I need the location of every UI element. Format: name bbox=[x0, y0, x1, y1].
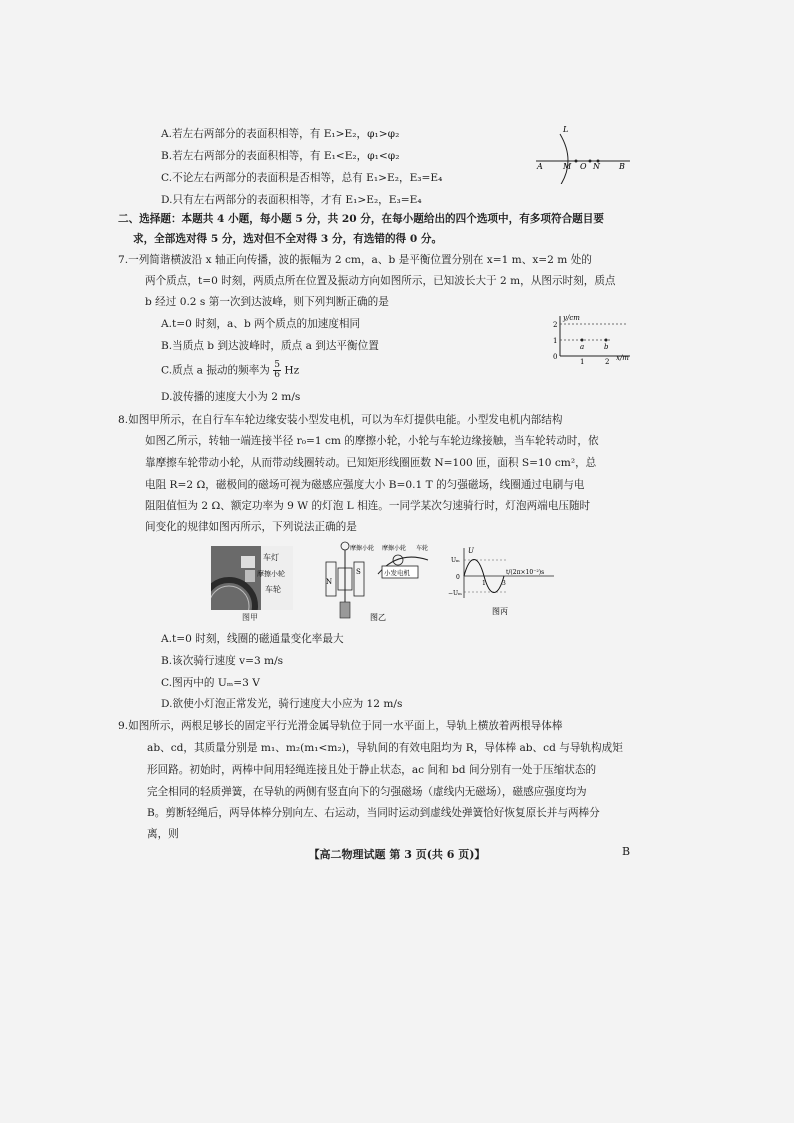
fig-a-label-roller: 摩擦小轮 bbox=[257, 570, 285, 578]
q7-option-c-fraction bbox=[273, 361, 281, 380]
fig-b-s-pole: S bbox=[356, 568, 361, 576]
q7-y-tick-0: 0 bbox=[553, 353, 558, 361]
q6-figure bbox=[530, 122, 640, 184]
fig-b-label-1: 摩擦小轮 bbox=[350, 545, 375, 552]
fig6-label-b: B bbox=[619, 162, 625, 171]
q8-stem-6: 间变化的规律如图丙所示，下列说法正确的是 bbox=[145, 521, 357, 533]
page-footer: 【高二物理试题 第 3 页(共 6 页)】 bbox=[308, 848, 486, 861]
fig6-label-m: M bbox=[563, 162, 572, 171]
q7-stem-3: b 经过 0.2 s 第一次到达波峰，则下列判断正确的是 bbox=[145, 296, 389, 308]
q9-stem-3: 形回路。初始时，两棒中间用轻绳连接且处于静止状态，ac 间和 bd 间分别有一处于压缩状态的 bbox=[147, 764, 597, 776]
q8-option-a: A.t=0 时刻，线圈的磁通量变化率最大 bbox=[161, 633, 344, 645]
fig-c-t1: 1 bbox=[482, 580, 486, 587]
fig-b-generator-label: 小发电机 bbox=[384, 569, 410, 577]
fig-b-caption: 图乙 bbox=[370, 613, 386, 622]
q7-y-label: y/cm bbox=[563, 314, 580, 322]
fig-c-zero: 0 bbox=[456, 574, 460, 581]
q8-stem-3: 靠摩擦车轮带动小轮，从而带动线圈转动。已知矩形线圈匝数 N=100 匝，面积 S=10 cm²，总 bbox=[145, 457, 597, 469]
fig6-label-a: A bbox=[537, 162, 543, 171]
q7-option-b: B.当质点 b 到达波峰时，质点 a 到达平衡位置 bbox=[161, 340, 379, 352]
q7-x-label: x/m bbox=[616, 354, 629, 362]
q7-fraction-den: 6 bbox=[274, 370, 281, 380]
q8-stem-1: 8.如图甲所示，在自行车车轮边缘安装小型发电机，可以为车灯提供电能。小型发电机内部结构 bbox=[118, 414, 563, 426]
q7-stem-1: 7.一列简谐横波沿 x 轴正向传播，波的振幅为 2 cm，a、b 是平衡位置分别在 x=1 m、x=2 m 处的 bbox=[118, 254, 592, 266]
q8-stem-2: 如图乙所示，转轴一端连接半径 r₀=1 cm 的摩擦小轮，小轮与车轮边缘接触，当车轮转动时，依 bbox=[145, 435, 599, 447]
bicycle-photo bbox=[211, 546, 293, 610]
fig-a-label-wheel: 车轮 bbox=[265, 585, 281, 594]
q8-option-d: D.欲使小灯泡正常发光，骑行速度大小应为 12 m/s bbox=[161, 698, 403, 710]
q7-point-a: a bbox=[580, 343, 585, 351]
q6-option-b: B.若左右两部分的表面积相等，有 E₁<E₂，φ₁<φ₂ bbox=[161, 150, 400, 162]
generator-diagram bbox=[318, 540, 438, 622]
q7-point-b: b bbox=[604, 343, 609, 351]
fig6-label-n: N bbox=[593, 162, 600, 171]
fig-a-caption: 图甲 bbox=[242, 613, 258, 622]
q8-option-b: B.该次骑行速度 v=3 m/s bbox=[161, 655, 284, 667]
q7-x-tick-1: 1 bbox=[580, 358, 585, 364]
q7-x-tick-2: 2 bbox=[605, 358, 610, 364]
q7-option-c bbox=[161, 361, 299, 380]
q6-option-d: D.只有左右两部分的表面积相等，才有 E₁>E₂，E₃=E₄ bbox=[161, 194, 422, 206]
fig-c-u-label: U bbox=[468, 547, 474, 555]
q7-y-tick-1: 1 bbox=[553, 337, 558, 345]
q9-stem-2: ab、cd，其质量分别是 m₁、m₂(m₁<m₂)，导轨间的有效电阻均为 R，导体棒 ab、cd 与导轨构成矩 bbox=[147, 742, 623, 754]
fig-c-t3: 3 bbox=[502, 580, 506, 587]
q9-stem-1: 9.如图所示，两根足够长的固定平行光滑金属导轨位于同一水平面上，导轨上横放着两根导体棒 bbox=[118, 720, 563, 732]
q7-fraction-num: 5 bbox=[274, 360, 281, 370]
q7-figure bbox=[544, 312, 636, 364]
q7-option-c-suffix: Hz bbox=[284, 364, 300, 377]
voltage-graph bbox=[448, 546, 560, 618]
section2-line2: 求，全部选对得 5 分，选对但不全对得 3 分，有选错的得 0 分。 bbox=[133, 233, 443, 245]
fig-b-label-2: 摩擦小轮 bbox=[382, 545, 407, 552]
page-code: B bbox=[622, 845, 631, 858]
q7-option-d: D.波传播的速度大小为 2 m/s bbox=[161, 391, 301, 403]
q8-stem-5: 阻阻值恒为 2 Ω、额定功率为 9 W 的灯泡 L 相连。一同学某次匀速骑行时，灯泡两端电压随时 bbox=[145, 500, 591, 512]
q7-stem-2: 两个质点，t=0 时刻，两质点所在位置及振动方向如图所示，已知波长大于 2 m，从图示时刻，质点 bbox=[145, 275, 616, 287]
fig6-label-l: L bbox=[563, 125, 569, 134]
q7-option-c-prefix: C.质点 a 振动的频率为 bbox=[161, 364, 270, 377]
q7-option-a: A.t=0 时刻，a、b 两个质点的加速度相同 bbox=[161, 318, 361, 330]
fig6-label-o: O bbox=[580, 162, 587, 171]
q9-stem-4: 完全相同的轻质弹簧，在导轨的两侧有竖直向下的匀强磁场（虚线内无磁场），磁感应强度均为 bbox=[147, 786, 587, 798]
q6-option-a: A.若左右两部分的表面积相等，有 E₁>E₂，φ₁>φ₂ bbox=[161, 128, 400, 140]
q7-y-tick-2: 2 bbox=[553, 321, 558, 329]
q9-stem-5: B。剪断轻绳后，两导体棒分别向左、右运动，当同时运动到虚线处弹簧恰好恢复原长并与两棒分 bbox=[147, 807, 600, 819]
fig-c-neg-um: −Uₘ bbox=[448, 590, 462, 597]
fig-a-label-lamp: 车灯 bbox=[263, 553, 279, 562]
fig-b-n-pole: N bbox=[326, 578, 333, 586]
q6-option-c: C.不论左右两部分的表面积是否相等，总有 E₁>E₂，E₃=E₄ bbox=[161, 172, 443, 184]
q8-option-c: C.图丙中的 Uₘ=3 V bbox=[161, 677, 260, 689]
fig-c-caption: 图丙 bbox=[492, 607, 508, 616]
fig-c-um: Uₘ bbox=[451, 557, 460, 564]
q9-stem-6: 离，则 bbox=[147, 828, 179, 840]
fig-b-label-3: 车轮 bbox=[416, 545, 429, 552]
fig-c-t-label: t/(2π×10⁻²)s bbox=[506, 569, 545, 576]
q8-stem-4: 电阻 R=2 Ω，磁极间的磁场可视为磁感应强度大小 B=0.1 T 的匀强磁场，线圈通过电刷与电 bbox=[145, 479, 585, 491]
section2-line1: 二、选择题：本题共 4 小题，每小题 5 分，共 20 分，在每小题给出的四个选项中，有多项符合题目要 bbox=[118, 213, 604, 225]
